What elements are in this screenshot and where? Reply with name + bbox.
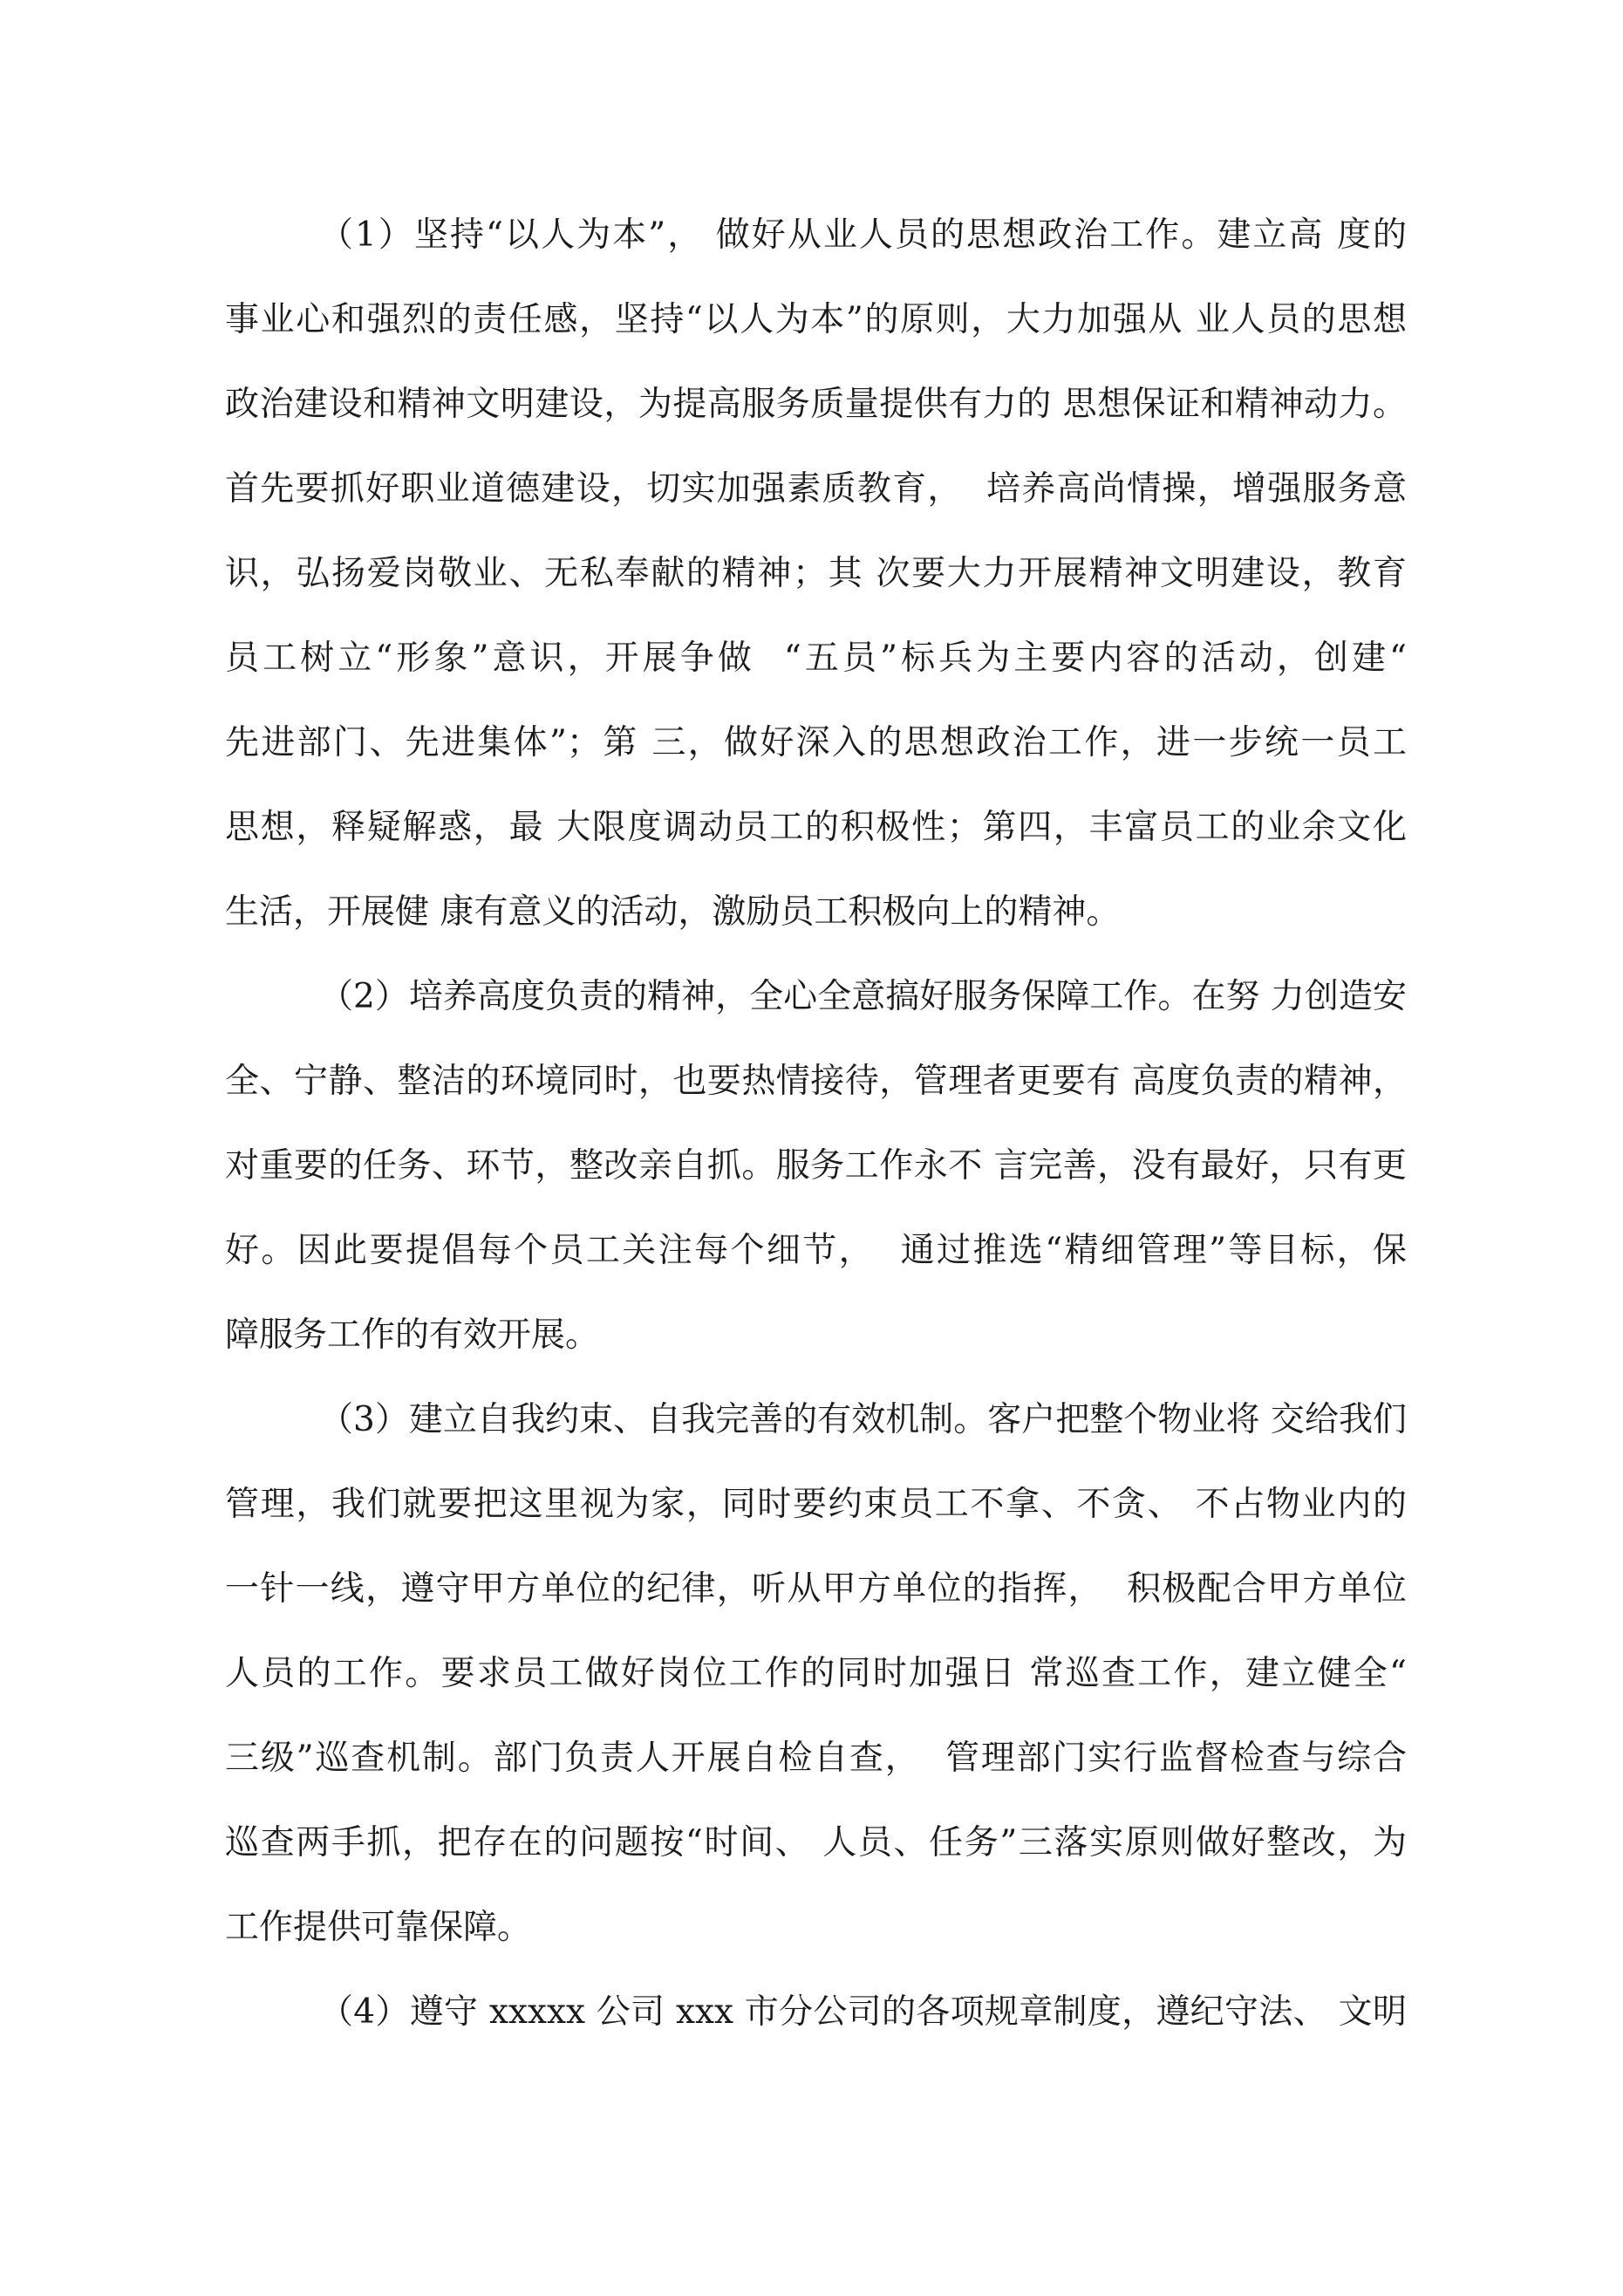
text-line: 全、宁静、整洁的环境同时，也要热情接待，管理者更要有 高度负责的精神， [225,1062,1407,1101]
text-line: 一针一线，遵守甲方单位的纪律，听从甲方单位的指挥， 积极配合甲方单位 [225,1569,1407,1609]
text-line: 生活，开展健 康有意义的活动，激励员工积极向上的精神。 [225,892,1121,932]
text-line: 员工树立“形象”意识，开展争做 “五员”标兵为主要内容的活动，创建“ [225,639,1407,678]
text-line: 思想，释疑解惑，最 大限度调动员工的积极性；第四，丰富员工的业余文化 [225,808,1407,847]
text-line: 障服务工作的有效开展。 [225,1315,600,1355]
text-line: 巡查两手抓，把存在的问题按“时间、 人员、任务”三落实原则做好整改，为 [225,1823,1407,1862]
text-line: （3）建立自我约束、自我完善的有效机制。客户把整个物业将 交给我们 [319,1400,1407,1439]
text-line: 对重要的任务、环节，整改亲自抓。服务工作永不 言完善，没有最好，只有更 [225,1146,1407,1186]
text-line: 管理，我们就要把这里视为家，同时要约束员工不拿、不贪、 不占物业内的 [225,1485,1407,1524]
text-line: （1）坚持“以人为本”， 做好从业人员的思想政治工作。建立高 度的 [319,215,1407,255]
text-line: 工作提供可靠保障。 [225,1908,532,1947]
text-line: 先进部门、先进集体”；第 三，做好深入的思想政治工作，进一步统一员工 [225,723,1407,762]
text-line: 三级”巡查机制。部门负责人开展自检自查， 管理部门实行监督检查与综合 [225,1739,1407,1778]
text-line: 好。因此要提倡每个员工关注每个细节， 通过推选“精细管理”等目标，保 [225,1231,1407,1270]
text-line: 识，弘扬爱岗敬业、无私奉献的精神；其 次要大力开展精神文明建设，教育 [225,554,1407,593]
text-line: 事业心和强烈的责任感，坚持“以人为本”的原则，大力加强从 业人员的思想 [225,300,1407,339]
text-line: 政治建设和精神文明建设，为提高服务质量提供有力的 思想保证和精神动力。 [225,385,1407,424]
text-line: 人员的工作。要求员工做好岗位工作的同时加强日 常巡查工作，建立健全“ [225,1654,1407,1693]
text-line: （4）遵守 xxxxx 公司 xxx 市分公司的各项规章制度，遵纪守法、 文明 [319,1992,1407,2032]
text-line: 首先要抓好职业道德建设，切实加强素质教育， 培养高尚情操，增强服务意 [225,469,1407,509]
text-line: （2）培养高度负责的精神，全心全意搞好服务保障工作。在努 力创造安 [319,977,1407,1016]
